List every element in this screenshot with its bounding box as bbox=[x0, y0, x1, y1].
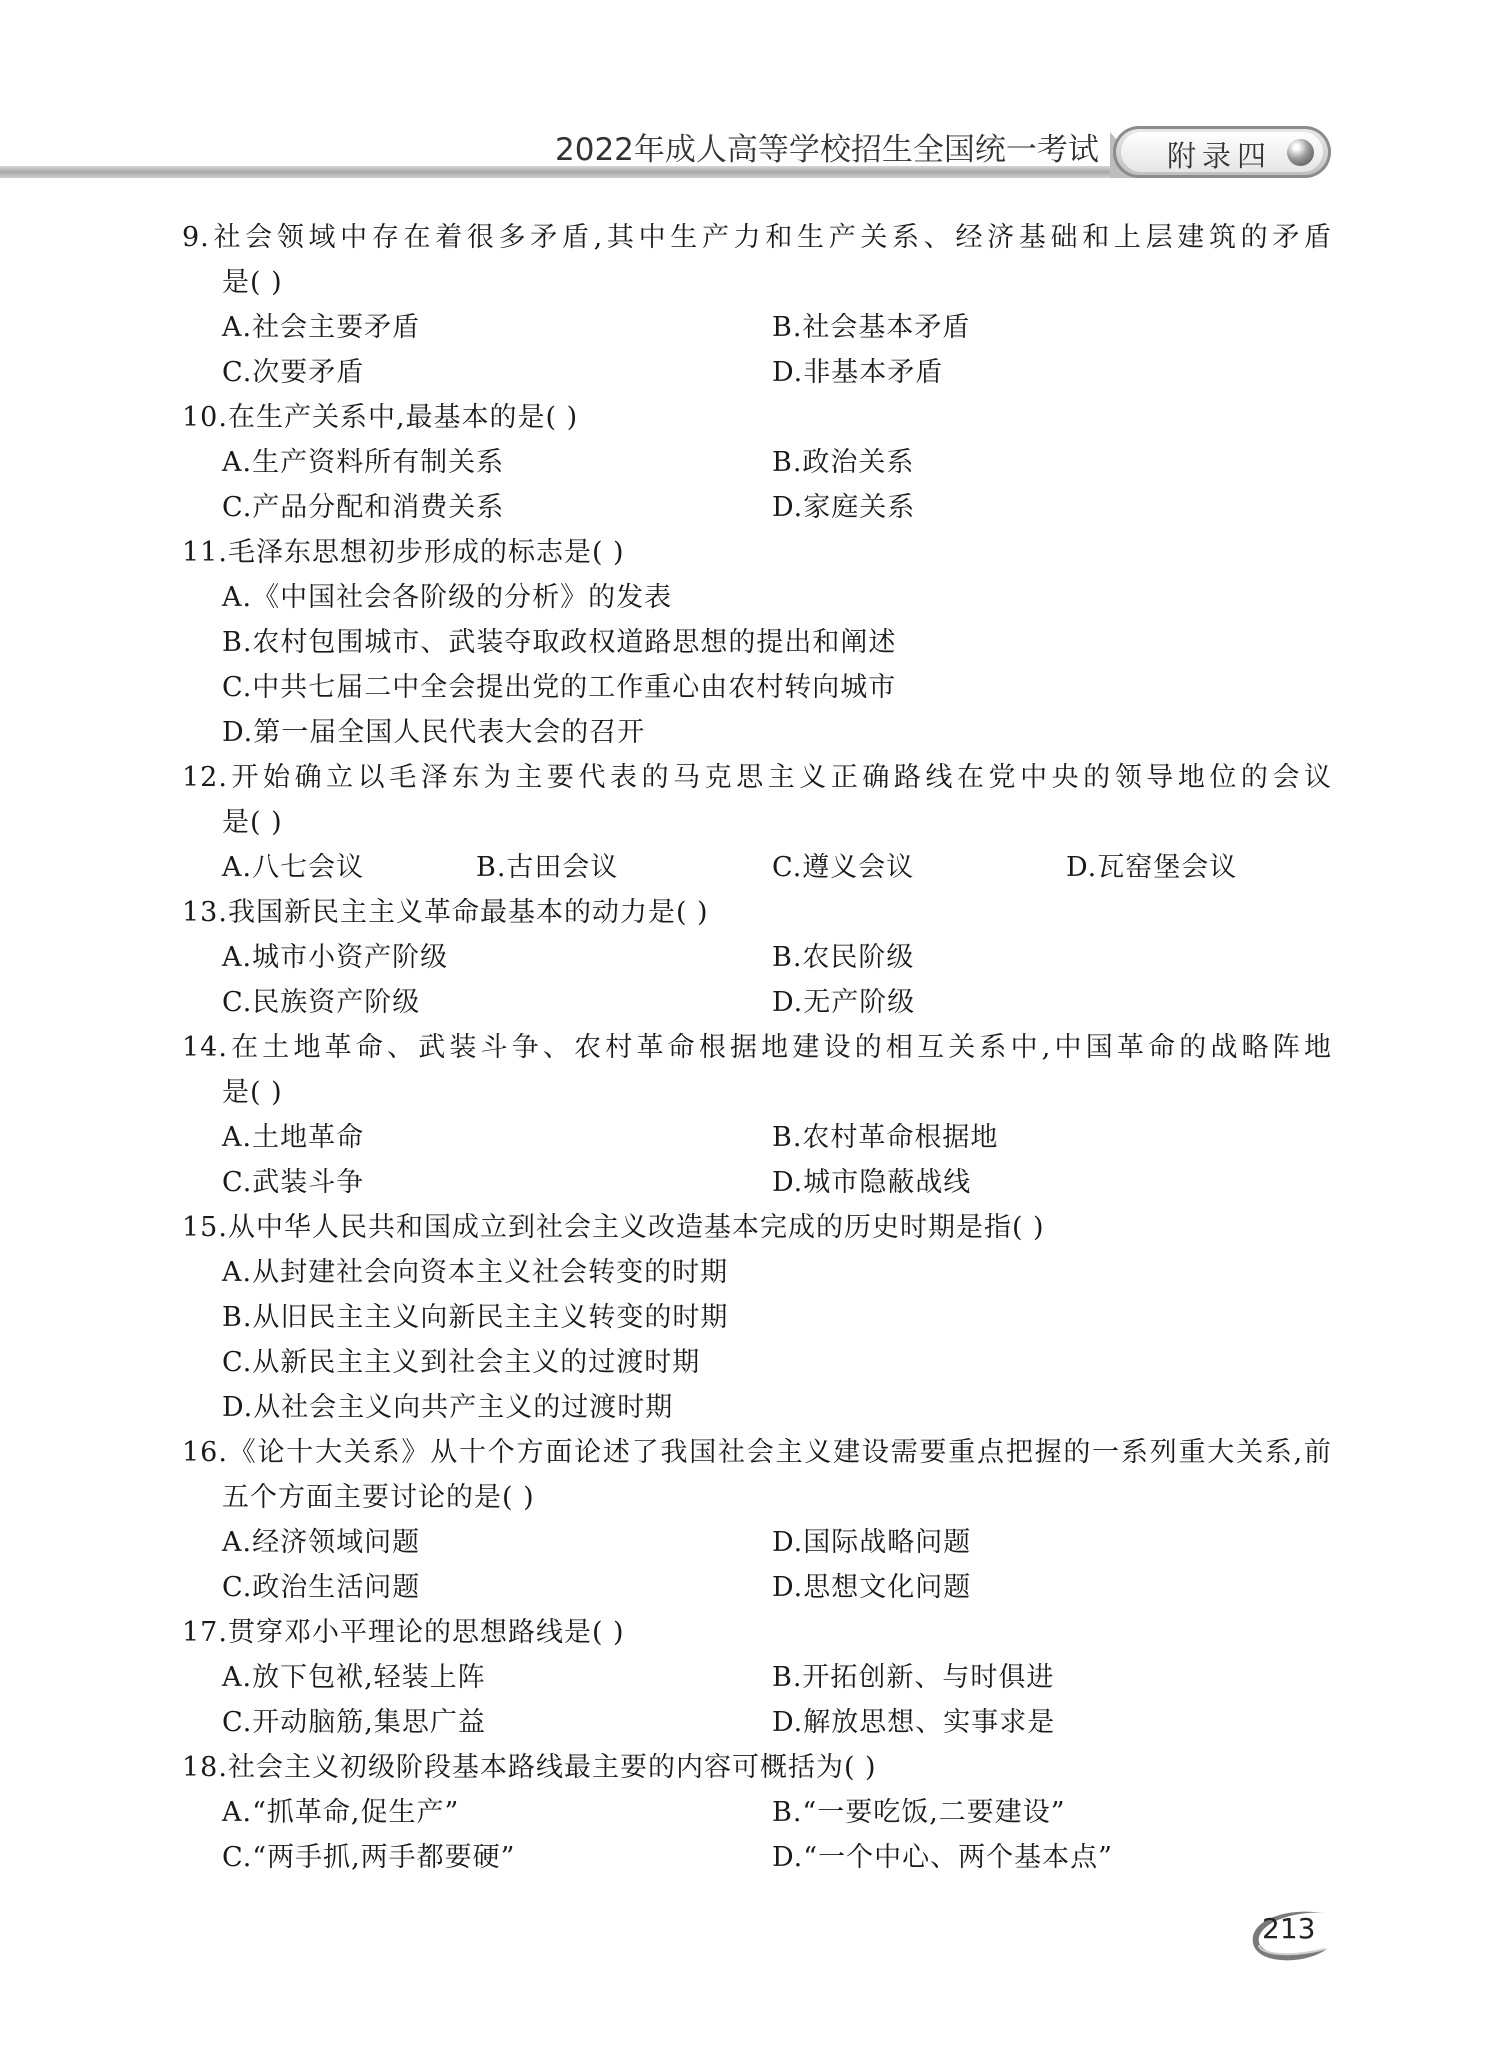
question-13-option-a: A.城市小资产阶级 bbox=[222, 942, 449, 973]
question-12-option-c: C.遵义会议 bbox=[772, 852, 915, 883]
question-16-stem-line-1: 16.《论十大关系》从十个方面论述了我国社会主义建设需要重点把握的一系列重大关系,前 bbox=[182, 1437, 1332, 1468]
question-12-option-a: A.八七会议 bbox=[222, 852, 365, 883]
question-12-stem-line-2: 是( ) bbox=[222, 807, 283, 838]
question-13-option-c: C.民族资产阶级 bbox=[222, 987, 421, 1018]
question-16-option-a: A.经济领域问题 bbox=[222, 1527, 421, 1558]
question-14-option-a: A.土地革命 bbox=[222, 1122, 365, 1153]
question-10-option-d: D.家庭关系 bbox=[772, 492, 916, 523]
question-11-option-c: C.中共七届二中全会提出党的工作重心由农村转向城市 bbox=[222, 672, 897, 703]
question-17-option-d: D.解放思想、实事求是 bbox=[772, 1707, 1056, 1738]
question-15-option-a: A.从封建社会向资本主义社会转变的时期 bbox=[222, 1257, 729, 1288]
question-14-option-d: D.城市隐蔽战线 bbox=[772, 1167, 972, 1198]
question-13-option-d: D.无产阶级 bbox=[772, 987, 916, 1018]
question-12-option-b: B.古田会议 bbox=[476, 852, 619, 883]
question-14-option-b: B.农村革命根据地 bbox=[772, 1122, 999, 1153]
question-16-stem-line-2: 五个方面主要讨论的是( ) bbox=[222, 1482, 535, 1513]
question-13-stem: 13.我国新民主主义革命最基本的动力是( ) bbox=[182, 897, 709, 928]
appendix-ball-icon bbox=[1287, 139, 1314, 166]
question-14-option-c: C.武装斗争 bbox=[222, 1167, 365, 1198]
page-number: 213 bbox=[1262, 1912, 1316, 1945]
question-16-option-c: C.政治生活问题 bbox=[222, 1572, 421, 1603]
question-15-option-d: D.从社会主义向共产主义的过渡时期 bbox=[222, 1392, 674, 1423]
question-9-option-b: B.社会基本矛盾 bbox=[772, 312, 971, 343]
question-18-stem: 18.社会主义初级阶段基本路线最主要的内容可概括为( ) bbox=[182, 1752, 877, 1783]
question-13-option-b: B.农民阶级 bbox=[772, 942, 915, 973]
question-9-option-c: C.次要矛盾 bbox=[222, 357, 365, 388]
question-17-stem: 17.贯穿邓小平理论的思想路线是( ) bbox=[182, 1617, 625, 1648]
question-18-option-c: C.“两手抓,两手都要硬” bbox=[222, 1842, 516, 1873]
question-16-option-d: D.思想文化问题 bbox=[772, 1572, 972, 1603]
question-9-stem-line-1: 9.社会领域中存在着很多矛盾,其中生产力和生产关系、经济基础和上层建筑的矛盾 bbox=[182, 222, 1332, 253]
question-18-option-b: B.“一要吃饭,二要建设” bbox=[772, 1797, 1066, 1828]
question-12-option-d: D.瓦窑堡会议 bbox=[1066, 852, 1238, 883]
question-9-stem-line-2: 是( ) bbox=[222, 267, 283, 298]
question-14-stem-line-1: 14.在土地革命、武装斗争、农村革命根据地建设的相互关系中,中国革命的战略阵地 bbox=[182, 1032, 1332, 1063]
question-11-stem: 11.毛泽东思想初步形成的标志是( ) bbox=[182, 537, 625, 568]
question-17-option-a: A.放下包袱,轻装上阵 bbox=[222, 1662, 486, 1693]
question-10-option-c: C.产品分配和消费关系 bbox=[222, 492, 505, 523]
appendix-tab bbox=[1113, 126, 1331, 178]
question-11-option-d: D.第一届全国人民代表大会的召开 bbox=[222, 717, 646, 748]
question-17-option-b: B.开拓创新、与时俱进 bbox=[772, 1662, 1055, 1693]
question-15-option-c: C.从新民主主义到社会主义的过渡时期 bbox=[222, 1347, 701, 1378]
question-17-option-c: C.开动脑筋,集思广益 bbox=[222, 1707, 486, 1738]
question-9-option-a: A.社会主要矛盾 bbox=[222, 312, 421, 343]
question-18-option-d: D.“一个中心、两个基本点” bbox=[772, 1842, 1113, 1873]
question-12-stem-line-1: 12.开始确立以毛泽东为主要代表的马克思主义正确路线在党中央的领导地位的会议 bbox=[182, 762, 1332, 793]
question-10-stem: 10.在生产关系中,最基本的是( ) bbox=[182, 402, 579, 433]
header-title: 2022年成人高等学校招生全国统一考试 bbox=[555, 132, 1099, 168]
question-15-option-b: B.从旧民主主义向新民主主义转变的时期 bbox=[222, 1302, 729, 1333]
question-15-stem: 15.从中华人民共和国成立到社会主义改造基本完成的历史时期是指( ) bbox=[182, 1212, 1045, 1243]
question-11-option-a: A.《中国社会各阶级的分析》的发表 bbox=[222, 582, 673, 613]
question-11-option-b: B.农村包围城市、武装夺取政权道路思想的提出和阐述 bbox=[222, 627, 897, 658]
appendix-label: 附录四 bbox=[1167, 139, 1273, 173]
appendix-tab-inner bbox=[1121, 132, 1323, 172]
question-18-option-a: A.“抓革命,促生产” bbox=[222, 1797, 460, 1828]
question-10-option-a: A.生产资料所有制关系 bbox=[222, 447, 505, 478]
question-14-stem-line-2: 是( ) bbox=[222, 1077, 283, 1108]
question-10-option-b: B.政治关系 bbox=[772, 447, 915, 478]
question-16-option-b: D.国际战略问题 bbox=[772, 1527, 972, 1558]
question-9-option-d: D.非基本矛盾 bbox=[772, 357, 944, 388]
